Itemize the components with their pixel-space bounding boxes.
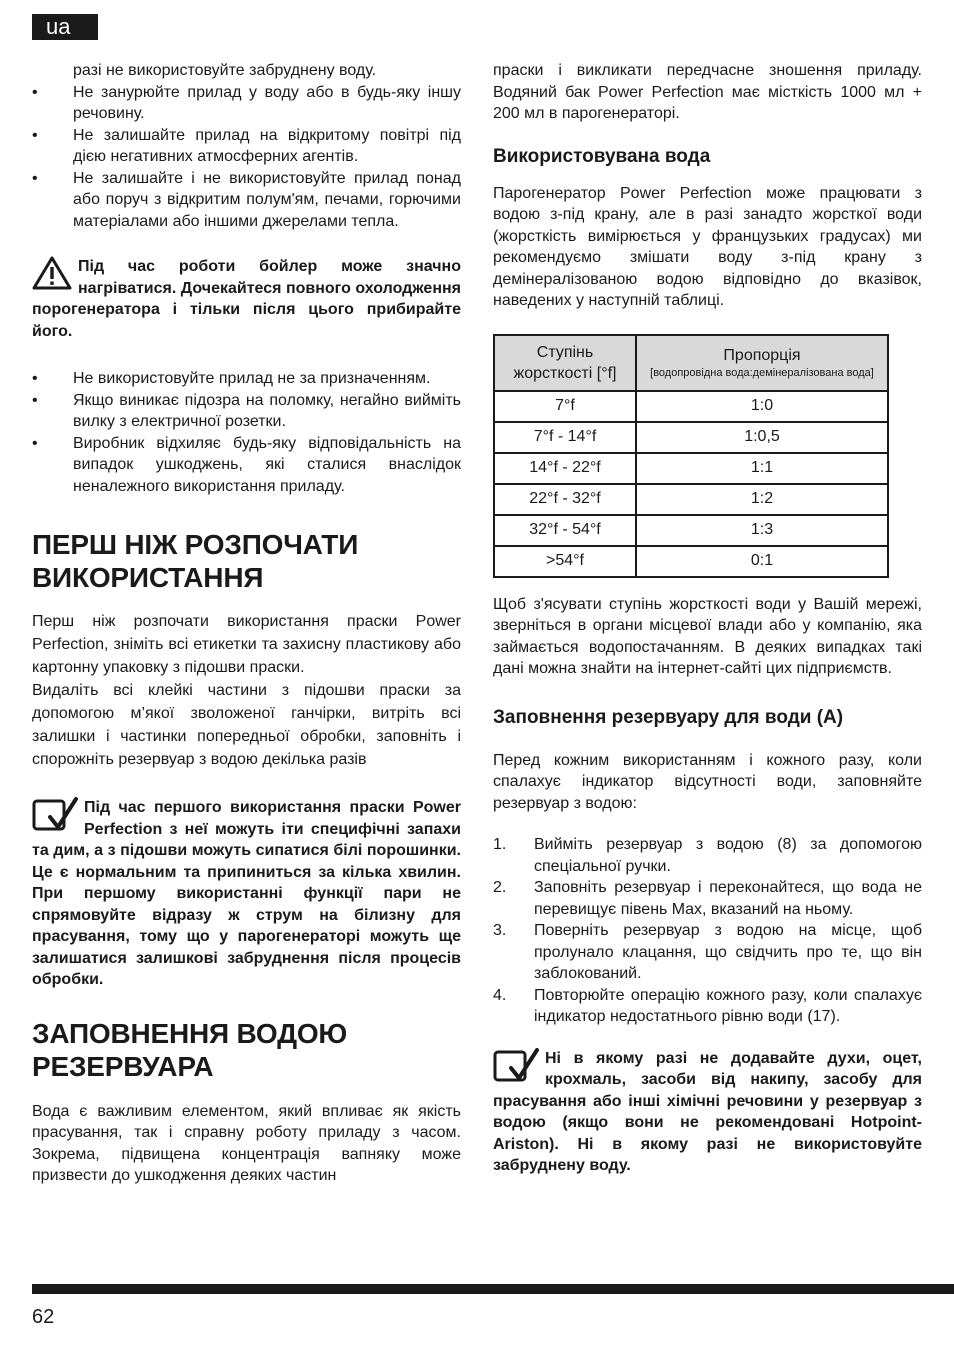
list-item [493,834,922,877]
table-row [494,391,888,422]
table-cell: 1:1 [636,453,888,484]
left-column [32,60,461,1187]
checkmark-note-icon [32,797,78,840]
heat-warning-text: Під час роботи бойлер може значно нагріватися. Дочекайтеся повного охолодження порогенератора і тільки після цього прибирайте його. [32,258,461,340]
checkmark-note-icon [493,1048,539,1091]
list-item: • Якщо виникає підозра на поломку, негайно вийміть вилку з електричної розетки. [32,390,461,433]
table-cell: 14°f - 22°f [494,453,636,484]
paragraph: праски і викликати передчасне зношення приладу. Водяний бак Power Perfection має місткість 1000 мл + 200 мл в парогенераторі. [493,62,922,122]
table-cell: 1:0,5 [636,422,888,453]
table-cell: 1:3 [636,515,888,546]
table-cell: 1:2 [636,484,888,515]
table-row [494,453,888,484]
fill-steps-list [493,834,922,1028]
water-hardness-table [493,334,889,578]
table-cell: 0:1 [636,546,888,577]
table-cell: 22°f - 32°f [494,484,636,515]
paragraph: Перш ніж розпочати використання праски Power Perfection, зніміть всі етикетки та захисну пластикову або картонну упаковку з підошви праски. [32,613,461,676]
table-cell: 1:0 [636,391,888,422]
table-header-ratio [636,335,888,391]
first-use-note-text: Під час першого використання праски Power Perfection з неї можуть іти специфічні запахи та дим, а з підошви можуть сипатися білі порошинки. Це є нормальним та припиниться за кілька хвилин. При першому використанні функції пари не спрямовуйте відразу ж струм на білизну для прасування, тому що у парогенераторі можуть ще залишатися залишкові забруднення після процесів обробки. [32,799,461,988]
step-number: 2. [493,879,507,896]
usage-bullet-list [32,368,461,497]
step-number: 3. [493,922,507,939]
table-cell: 32°f - 54°f [494,515,636,546]
list-item: • Не використовуйте прилад не за призначенням. [32,368,461,390]
first-use-note [32,797,461,991]
right-column [493,60,922,1177]
step-text: Заповніть резервуар і переконайтеся, що вода не перевищує півень Max, вказаний на ньому. [534,879,922,918]
paragraph: Перед кожним використанням і кожного разу, коли спалахує індикатор відсутності води, заповняйте резервуар з водою: [493,751,922,812]
list-item [493,877,922,920]
list-item [493,985,922,1028]
heat-warning [32,256,461,342]
table-cell: >54°f [494,546,636,577]
table-header-ratio-label: Пропорція [723,347,801,364]
paragraph: Щоб з'ясувати ступінь жорсткості води у Вашій мережі, зверніться в органи місцевої влади або у компанію, яка займається водопостачанням. В деяких випадках такі дані можна знайти на інтернет-сайті цих підприємств. [493,595,922,677]
table-row [494,422,888,453]
continued-text: разі не використовуйте забруднену воду. [73,62,377,79]
table-cell: 7°f - 14°f [494,422,636,453]
step-text: Поверніть резервуар з водою на місце, щоб пролунало клацання, що свідчить про те, що він заблокований. [534,922,922,982]
paragraph: Вода є важливим елементом, який впливає як якість прасування, так і справну роботу приладу з часом. Зокрема, підвищена концентрація вапняку може призвести до ушкодження деяких частин [32,1102,461,1184]
language-tag: ua [32,14,98,40]
list-item: • Не залишайте прилад на відкритому повітрі під дією негативних атмосферних агентів. [32,125,461,168]
list-item: • Не занурюйте прилад у воду або в будь-яку іншу речовину. [32,82,461,125]
list-item: • Виробник відхиляє будь-яку відповідальність на випадок ушкоджень, які сталися внаслідок неналежного використання приладу. [32,433,461,498]
table-row [494,515,888,546]
paragraph: Парогенератор Power Perfection може працювати з водою з-під крану, але в разі занадто жорсткої води (жорсткість вимірюється у французьких градусах) ми рекомендуємо змішати воду з-під крану з демінералізованою водою відповідно до вказівок, наведених у наступній таблиці. [493,184,922,309]
step-number: 1. [493,836,507,853]
table-row [494,546,888,577]
step-text: Повторюйте операцію кожного разу, коли спалахує індикатор недостатнього рівню води (17). [534,986,922,1025]
table-header-hardness: Ступінь жорсткості [°f] [494,335,636,391]
chemicals-note-text: Ні в якому разі не додавайте духи, оцет, крохмаль, засоби від накипу, засобу для прасування або інші хімічні речовини у резервуар з водою (якщо вони не рекомендовані Hotpoint- Ariston). Ні в якому разі не використовуйте забруднену воду. [493,1049,922,1174]
table-header-ratio-sub: [водопровідна вода:демінералізована вода] [650,367,874,379]
subheading-fill-reservoir: Заповнення резервуару для води (A) [493,706,844,728]
warning-icon [32,256,72,297]
safety-bullet-list [32,82,461,233]
chemicals-note [493,1048,922,1177]
table-cell: 7°f [494,391,636,422]
list-item: • Не залишайте і не використовуйте прилад понад або поруч з відкритим полум'ям, печами, горючими матеріалами або іншими джерелами тепла. [32,168,461,233]
footer-divider [32,1284,954,1294]
paragraph: Видаліть всі клейкі частини з підошви праски за допомогою м’якої зволоженої ганчірки, витріть всі залишки і частинки попередньої обробки, заповніть і спорожніть резервуар з водою декілька разів [32,682,461,768]
section-heading-before-use: ПЕРШ НІЖ РОЗПОЧАТИ ВИКОРИСТАННЯ [32,529,359,593]
step-text: Вийміть резервуар з водою (8) за допомогою спеціальної ручки. [534,836,922,875]
table-row [494,484,888,515]
page-number: 62 [32,1306,55,1328]
section-heading-filling: ЗАПОВНЕННЯ ВОДОЮ РЕЗЕРВУАРА [32,1017,348,1082]
subheading-water-used: Використовувана вода [493,145,711,167]
list-item [493,920,922,985]
step-number: 4. [493,986,507,1004]
